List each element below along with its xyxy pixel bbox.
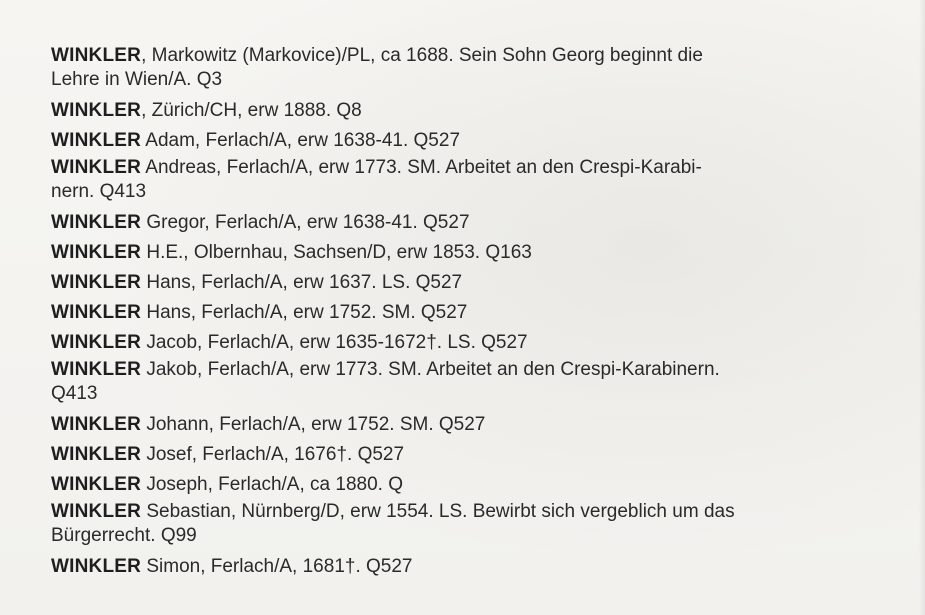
list-item (51, 552, 851, 582)
entry-text: Sebastian, Nürnberg/D, erw 1554. LS. Bewirbt sich vergeblich um das (141, 501, 735, 522)
entry-surname: WINKLER (51, 45, 142, 66)
list-item (51, 44, 851, 92)
entry-line (51, 414, 485, 435)
entry-text: Simon, Ferlach/A, 1681†. Q527 (141, 556, 413, 577)
entry-line (51, 556, 413, 577)
list-item (51, 238, 851, 268)
entry-surname: WINKLER (51, 332, 142, 353)
entry-text: , Markowitz (Markovice)/PL, ca 1688. Sein Sohn Georg beginnt die (141, 45, 703, 66)
list-item (51, 500, 851, 548)
entry-line (51, 212, 470, 233)
entry-text: Jakob, Ferlach/A, erw 1773. SM. Arbeitet an den Crespi-Karabinern. (141, 359, 720, 380)
entry-line (51, 474, 403, 495)
entry-surname: WINKLER (51, 130, 142, 151)
entry-surname: WINKLER (51, 474, 142, 495)
entry-line (51, 444, 404, 465)
entry-line (51, 130, 460, 151)
entry-surname: WINKLER (51, 414, 142, 435)
list-item (51, 410, 851, 440)
entry-surname: WINKLER (51, 212, 142, 233)
entry-text: Hans, Ferlach/A, erw 1752. SM. Q527 (141, 302, 468, 323)
entry-text: Joseph, Ferlach/A, ca 1880. Q (141, 474, 403, 495)
entry-line (51, 302, 467, 323)
entry-line (51, 272, 462, 293)
entry-surname: WINKLER (51, 242, 142, 263)
entry-line (51, 524, 851, 548)
entry-text: Q413 (51, 383, 98, 404)
list-item (51, 328, 851, 358)
entry-list (51, 44, 851, 582)
entry-line (51, 100, 362, 121)
list-item (51, 298, 851, 328)
list-item (51, 96, 851, 126)
entry-line (51, 44, 851, 68)
entry-text: Hans, Ferlach/A, erw 1637. LS. Q527 (141, 272, 463, 293)
entry-line (51, 180, 851, 204)
entry-text: , Zürich/CH, erw 1888. Q8 (141, 100, 362, 121)
entry-text: Bürgerrecht. Q99 (51, 525, 197, 546)
list-item (51, 358, 851, 406)
entry-line (51, 382, 851, 406)
entry-line (51, 242, 532, 263)
entry-text: Josef, Ferlach/A, 1676†. Q527 (141, 444, 405, 465)
page-edge-shadow (919, 0, 925, 615)
entry-surname: WINKLER (51, 272, 142, 293)
entry-surname: WINKLER (51, 359, 142, 380)
entry-line (51, 500, 851, 524)
entry-text: Johann, Ferlach/A, erw 1752. SM. Q527 (141, 414, 486, 435)
list-item (51, 470, 851, 500)
entry-surname: WINKLER (51, 302, 142, 323)
entry-line (51, 358, 851, 382)
entry-text: Gregor, Ferlach/A, erw 1638-41. Q527 (141, 212, 470, 233)
list-item (51, 126, 851, 156)
entry-text: Lehre in Wien/A. Q3 (51, 69, 223, 90)
entry-text: Adam, Ferlach/A, erw 1638-41. Q527 (141, 130, 461, 151)
list-item (51, 440, 851, 470)
list-item (51, 208, 851, 238)
entry-text: nern. Q413 (51, 181, 147, 202)
list-item (51, 156, 851, 204)
entry-surname: WINKLER (51, 100, 142, 121)
entry-text: Andreas, Ferlach/A, erw 1773. SM. Arbeitet an den Crespi-Karabi- (141, 157, 702, 178)
entry-text: Jacob, Ferlach/A, erw 1635-1672†. LS. Q527 (141, 332, 528, 353)
entry-text: H.E., Olbernhau, Sachsen/D, erw 1853. Q163 (141, 242, 532, 263)
entry-line (51, 68, 851, 92)
entry-surname: WINKLER (51, 556, 142, 577)
entry-line (51, 332, 528, 353)
entry-surname: WINKLER (51, 501, 142, 522)
entry-surname: WINKLER (51, 444, 142, 465)
entry-line (51, 156, 851, 180)
list-item (51, 268, 851, 298)
entry-surname: WINKLER (51, 157, 142, 178)
